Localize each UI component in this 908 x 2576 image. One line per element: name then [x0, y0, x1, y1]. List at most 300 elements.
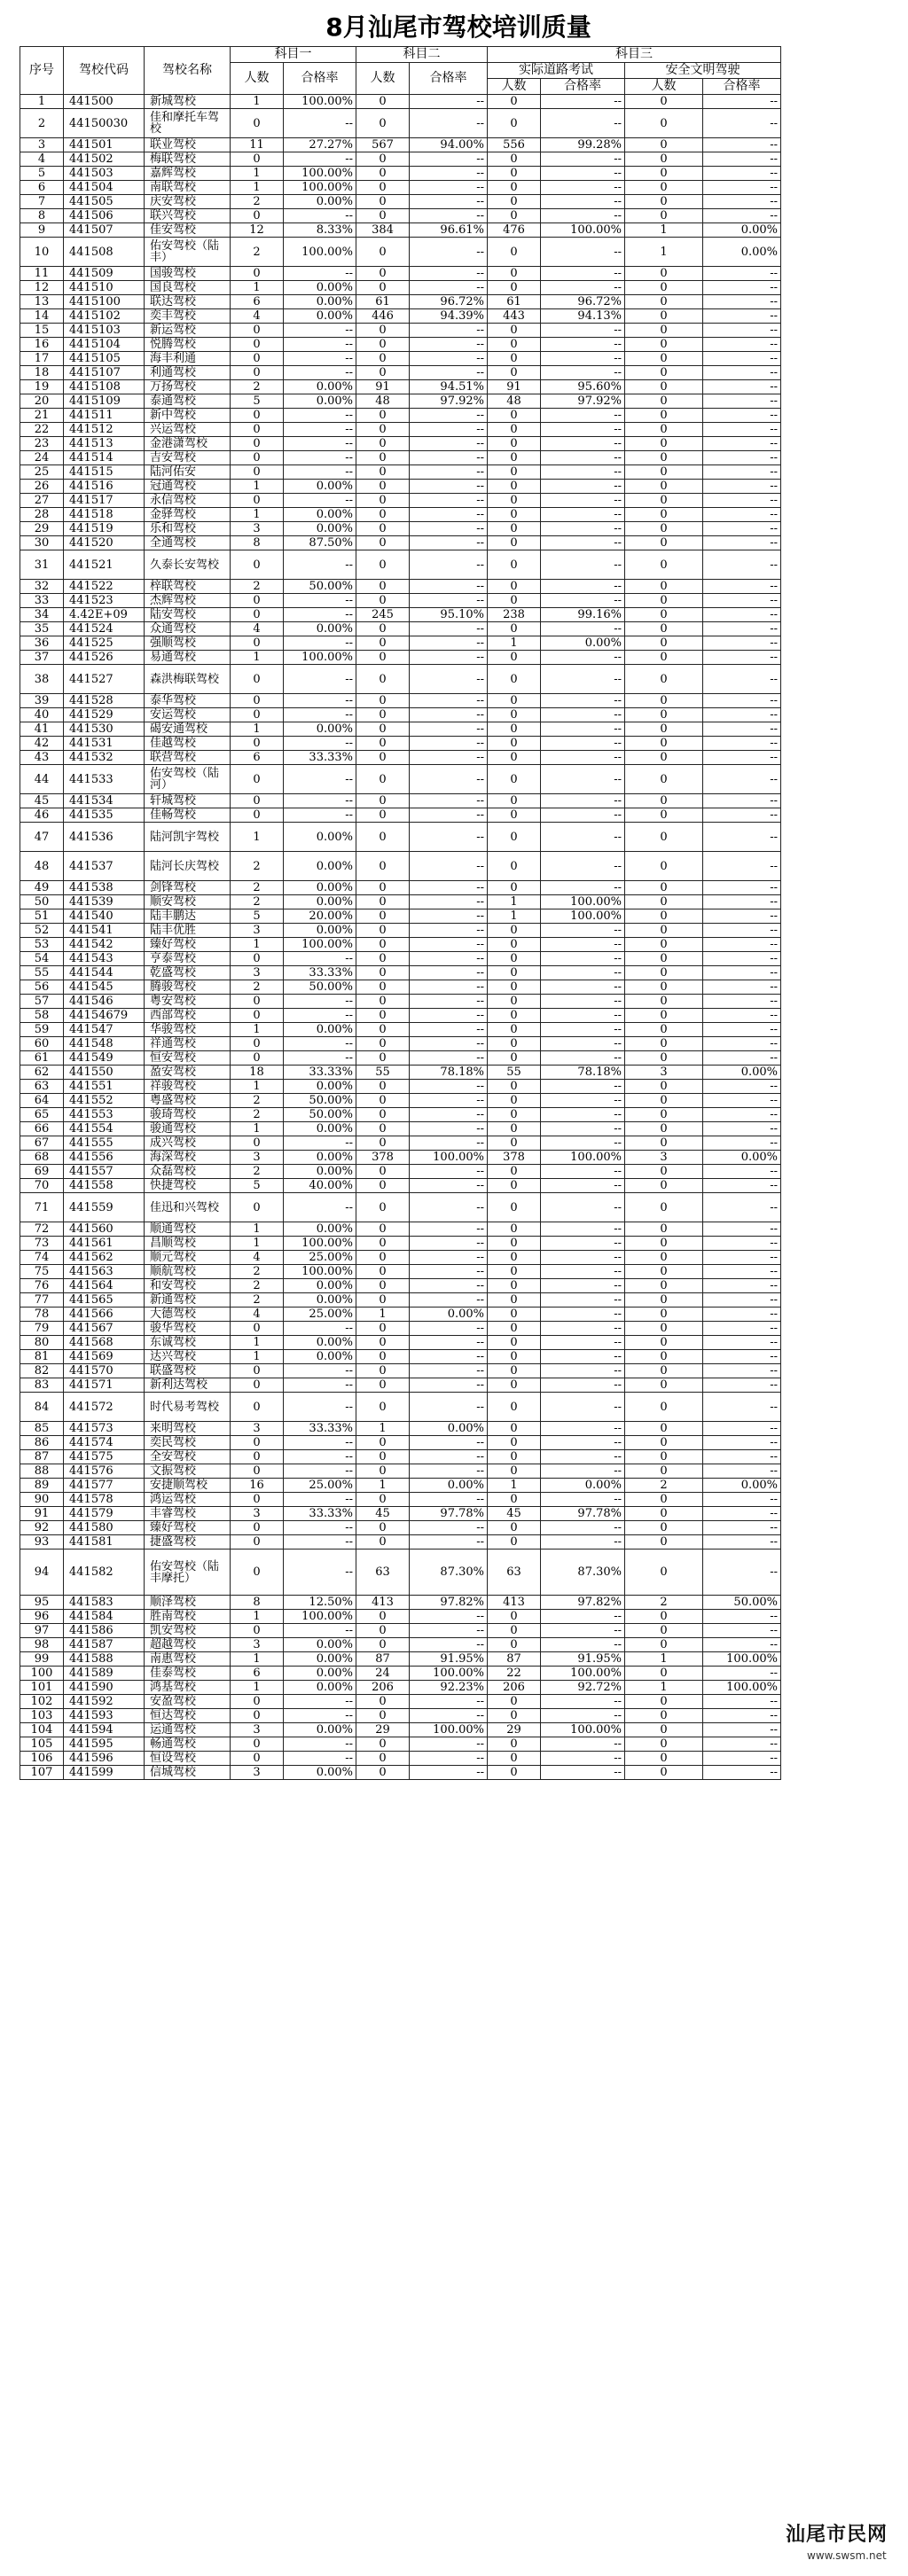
cell-road-rate: -- [541, 1136, 625, 1151]
cell-s1-count: 3 [231, 1766, 284, 1780]
cell-code: 441595 [64, 1737, 145, 1752]
cell-safe-rate: -- [703, 352, 781, 366]
cell-name: 联营驾校 [145, 751, 231, 765]
cell-s2-rate: -- [410, 109, 488, 138]
cell-code: 441503 [64, 167, 145, 181]
cell-seq: 97 [20, 1624, 64, 1638]
cell-s1-rate: -- [284, 1535, 356, 1550]
cell-road-count: 0 [488, 966, 541, 980]
cell-safe-count: 0 [625, 324, 703, 338]
cell-road-rate: 99.16% [541, 608, 625, 622]
cell-safe-rate: -- [703, 895, 781, 909]
cell-s1-rate: -- [284, 338, 356, 352]
row-spacer [781, 1293, 898, 1308]
cell-safe-rate: -- [703, 309, 781, 324]
cell-s1-rate: 0.00% [284, 508, 356, 522]
cell-s2-rate: -- [410, 1493, 488, 1507]
cell-seq: 55 [20, 966, 64, 980]
cell-safe-count: 0 [625, 1279, 703, 1293]
table-row [20, 1610, 898, 1624]
cell-road-rate: -- [541, 1364, 625, 1378]
cell-seq: 9 [20, 223, 64, 238]
cell-name: 捷盛驾校 [145, 1535, 231, 1550]
cell-seq: 82 [20, 1364, 64, 1378]
table-row [20, 1723, 898, 1737]
cell-code: 441531 [64, 737, 145, 751]
cell-s2-count: 0 [356, 508, 410, 522]
cell-s2-count: 0 [356, 1037, 410, 1051]
cell-s2-rate: 94.51% [410, 380, 488, 394]
row-spacer [781, 1237, 898, 1251]
cell-seq: 105 [20, 1737, 64, 1752]
table-row [20, 550, 898, 580]
cell-safe-count: 0 [625, 423, 703, 437]
cell-safe-rate: -- [703, 1493, 781, 1507]
cell-safe-rate: -- [703, 1450, 781, 1464]
row-spacer [781, 1322, 898, 1336]
row-spacer [781, 952, 898, 966]
cell-safe-rate: -- [703, 423, 781, 437]
table-row [20, 1136, 898, 1151]
table-row [20, 1464, 898, 1479]
cell-safe-rate: -- [703, 924, 781, 938]
cell-road-count: 0 [488, 1393, 541, 1422]
table-row [20, 1051, 898, 1066]
cell-road-count: 0 [488, 508, 541, 522]
cell-seq: 18 [20, 366, 64, 380]
cell-s2-count: 0 [356, 980, 410, 995]
row-spacer [781, 1023, 898, 1037]
cell-code: 44150030 [64, 109, 145, 138]
table-row [20, 394, 898, 409]
header-blank [781, 47, 898, 63]
cell-s1-rate: -- [284, 109, 356, 138]
cell-seq: 4 [20, 152, 64, 167]
cell-safe-count: 0 [625, 109, 703, 138]
cell-s1-rate: 12.50% [284, 1596, 356, 1610]
cell-s2-count: 0 [356, 708, 410, 722]
cell-name: 佳安驾校 [145, 223, 231, 238]
cell-road-rate: -- [541, 1521, 625, 1535]
cell-s1-count: 4 [231, 1251, 284, 1265]
cell-s1-count: 0 [231, 1393, 284, 1422]
cell-seq: 52 [20, 924, 64, 938]
header-seq: 序号 [20, 47, 64, 95]
row-spacer [781, 1422, 898, 1436]
cell-s2-count: 0 [356, 1122, 410, 1136]
cell-seq: 10 [20, 238, 64, 267]
cell-safe-count: 0 [625, 909, 703, 924]
cell-safe-rate: -- [703, 1293, 781, 1308]
cell-s2-rate: -- [410, 522, 488, 536]
cell-code: 441532 [64, 751, 145, 765]
cell-road-rate: -- [541, 1308, 625, 1322]
cell-road-rate: -- [541, 1336, 625, 1350]
cell-road-rate: -- [541, 1450, 625, 1464]
row-spacer [781, 1393, 898, 1422]
cell-code: 4.42E+09 [64, 608, 145, 622]
cell-safe-count: 0 [625, 924, 703, 938]
row-spacer [781, 1009, 898, 1023]
cell-s2-rate: -- [410, 1521, 488, 1535]
cell-road-rate: -- [541, 1080, 625, 1094]
cell-s1-count: 6 [231, 295, 284, 309]
table-row [20, 1422, 898, 1436]
training-quality-table [20, 46, 898, 1780]
cell-road-rate: 97.78% [541, 1507, 625, 1521]
cell-safe-count: 0 [625, 309, 703, 324]
row-spacer [781, 1037, 898, 1051]
cell-s2-count: 0 [356, 765, 410, 794]
cell-s1-rate: 87.50% [284, 536, 356, 550]
cell-name: 国良驾校 [145, 281, 231, 295]
cell-code: 441517 [64, 494, 145, 508]
table-row [20, 1638, 898, 1652]
table-row [20, 1681, 898, 1695]
cell-road-count: 0 [488, 1350, 541, 1364]
cell-s1-count: 0 [231, 1695, 284, 1709]
cell-s1-rate: -- [284, 1521, 356, 1535]
cell-s1-count: 0 [231, 708, 284, 722]
cell-s2-rate: -- [410, 1265, 488, 1279]
cell-safe-rate: -- [703, 1610, 781, 1624]
row-spacer [781, 1222, 898, 1237]
cell-s2-count: 446 [356, 309, 410, 324]
cell-name: 金港潇驾校 [145, 437, 231, 451]
cell-s2-count: 0 [356, 1279, 410, 1293]
cell-road-rate: -- [541, 494, 625, 508]
cell-s1-count: 1 [231, 823, 284, 852]
cell-road-count: 0 [488, 1624, 541, 1638]
cell-road-count: 48 [488, 394, 541, 409]
cell-road-rate: -- [541, 1009, 625, 1023]
cell-code: 441545 [64, 980, 145, 995]
watermark-text: 汕尾市民网 [786, 2523, 888, 2546]
cell-s1-rate: 100.00% [284, 238, 356, 267]
row-spacer [781, 651, 898, 665]
cell-seq: 26 [20, 480, 64, 494]
cell-s1-count: 0 [231, 1009, 284, 1023]
cell-s2-count: 0 [356, 1436, 410, 1450]
row-spacer [781, 1136, 898, 1151]
cell-s1-rate: 0.00% [284, 622, 356, 636]
cell-s2-count: 0 [356, 437, 410, 451]
cell-name: 悦腾驾校 [145, 338, 231, 352]
cell-safe-rate: -- [703, 594, 781, 608]
cell-s2-count: 1 [356, 1308, 410, 1322]
cell-s2-rate: -- [410, 1094, 488, 1108]
cell-safe-rate: -- [703, 608, 781, 622]
cell-s2-rate: -- [410, 209, 488, 223]
cell-s1-count: 0 [231, 952, 284, 966]
table-body [20, 95, 898, 1780]
row-spacer [781, 423, 898, 437]
cell-s1-count: 0 [231, 109, 284, 138]
cell-s2-rate: -- [410, 895, 488, 909]
cell-s1-rate: 25.00% [284, 1479, 356, 1493]
cell-safe-count: 0 [625, 1265, 703, 1279]
table-row [20, 1507, 898, 1521]
cell-s2-rate: -- [410, 1023, 488, 1037]
cell-s2-count: 0 [356, 109, 410, 138]
cell-code: 441500 [64, 95, 145, 109]
cell-road-rate: -- [541, 751, 625, 765]
cell-s1-rate: 100.00% [284, 95, 356, 109]
cell-s1-rate: -- [284, 1037, 356, 1051]
cell-name: 嘉辉驾校 [145, 167, 231, 181]
cell-name: 安盈驾校 [145, 1695, 231, 1709]
cell-s1-count: 1 [231, 1610, 284, 1624]
row-spacer [781, 594, 898, 608]
cell-name: 运通驾校 [145, 1723, 231, 1737]
table-row [20, 95, 898, 109]
cell-s2-count: 0 [356, 1051, 410, 1066]
cell-safe-count: 1 [625, 238, 703, 267]
cell-road-count: 0 [488, 1293, 541, 1308]
cell-code: 441579 [64, 1507, 145, 1521]
cell-s1-rate: 33.33% [284, 1507, 356, 1521]
table-row [20, 1695, 898, 1709]
cell-code: 441580 [64, 1521, 145, 1535]
cell-code: 441557 [64, 1165, 145, 1179]
cell-s2-count: 384 [356, 223, 410, 238]
cell-name: 梅联驾校 [145, 152, 231, 167]
table-row [20, 1336, 898, 1350]
cell-s2-count: 0 [356, 366, 410, 380]
table-row [20, 1766, 898, 1780]
cell-road-count: 0 [488, 95, 541, 109]
cell-s2-count: 0 [356, 494, 410, 508]
cell-s1-rate: -- [284, 423, 356, 437]
row-spacer [781, 309, 898, 324]
cell-code: 441569 [64, 1350, 145, 1364]
cell-seq: 64 [20, 1094, 64, 1108]
cell-safe-count: 2 [625, 1479, 703, 1493]
header-subject3: 科目三 [488, 47, 781, 63]
cell-seq: 101 [20, 1681, 64, 1695]
cell-safe-rate: -- [703, 708, 781, 722]
cell-road-count: 1 [488, 636, 541, 651]
table-row [20, 938, 898, 952]
cell-s2-count: 0 [356, 852, 410, 881]
cell-s2-rate: -- [410, 1222, 488, 1237]
cell-road-count: 0 [488, 1436, 541, 1450]
table-row [20, 1596, 898, 1610]
cell-s1-count: 3 [231, 1638, 284, 1652]
table-row [20, 1293, 898, 1308]
cell-safe-count: 0 [625, 823, 703, 852]
cell-seq: 3 [20, 138, 64, 152]
cell-road-count: 0 [488, 522, 541, 536]
cell-road-count: 0 [488, 536, 541, 550]
table-row [20, 1624, 898, 1638]
cell-road-rate: -- [541, 1393, 625, 1422]
cell-code: 441523 [64, 594, 145, 608]
row-spacer [781, 966, 898, 980]
cell-s1-count: 5 [231, 394, 284, 409]
cell-s1-count: 4 [231, 622, 284, 636]
cell-code: 441583 [64, 1596, 145, 1610]
cell-code: 4415104 [64, 338, 145, 352]
cell-s2-rate: -- [410, 1393, 488, 1422]
cell-road-count: 0 [488, 1464, 541, 1479]
table-row [20, 138, 898, 152]
cell-code: 441509 [64, 267, 145, 281]
cell-name: 顺航驾校 [145, 1265, 231, 1279]
cell-s1-count: 2 [231, 580, 284, 594]
cell-code: 441576 [64, 1464, 145, 1479]
cell-safe-count: 0 [625, 1624, 703, 1638]
cell-s1-count: 0 [231, 465, 284, 480]
cell-seq: 56 [20, 980, 64, 995]
cell-name: 剑锋驾校 [145, 881, 231, 895]
cell-road-rate: 94.13% [541, 309, 625, 324]
cell-safe-rate: 50.00% [703, 1596, 781, 1610]
cell-code: 441507 [64, 223, 145, 238]
cell-s2-rate: -- [410, 494, 488, 508]
cell-name: 安运驾校 [145, 708, 231, 722]
row-spacer [781, 665, 898, 694]
cell-road-count: 0 [488, 881, 541, 895]
cell-s1-count: 3 [231, 1507, 284, 1521]
cell-road-count: 556 [488, 138, 541, 152]
cell-s2-count: 0 [356, 808, 410, 823]
cell-code: 441544 [64, 966, 145, 980]
cell-road-rate: -- [541, 722, 625, 737]
cell-safe-count: 0 [625, 1752, 703, 1766]
cell-s2-rate: -- [410, 636, 488, 651]
cell-code: 441541 [64, 924, 145, 938]
cell-road-count: 0 [488, 209, 541, 223]
cell-name: 利通驾校 [145, 366, 231, 380]
cell-s2-count: 0 [356, 881, 410, 895]
cell-road-count: 0 [488, 1766, 541, 1780]
table-row [20, 309, 898, 324]
cell-s1-rate: -- [284, 1136, 356, 1151]
cell-s1-count: 1 [231, 167, 284, 181]
cell-seq: 83 [20, 1378, 64, 1393]
cell-name: 泰通驾校 [145, 394, 231, 409]
cell-seq: 35 [20, 622, 64, 636]
cell-safe-rate: -- [703, 152, 781, 167]
cell-code: 441501 [64, 138, 145, 152]
cell-road-rate: -- [541, 480, 625, 494]
cell-s1-rate: 0.00% [284, 1279, 356, 1293]
cell-name: 佳泰驾校 [145, 1667, 231, 1681]
cell-safe-rate: 100.00% [703, 1681, 781, 1695]
cell-code: 441527 [64, 665, 145, 694]
cell-s1-count: 2 [231, 1279, 284, 1293]
cell-name: 新利达驾校 [145, 1378, 231, 1393]
cell-road-count: 0 [488, 722, 541, 737]
cell-road-count: 0 [488, 1165, 541, 1179]
cell-safe-rate: -- [703, 1023, 781, 1037]
cell-safe-count: 0 [625, 881, 703, 895]
cell-name: 久泰长安驾校 [145, 550, 231, 580]
cell-s1-count: 0 [231, 1550, 284, 1596]
cell-road-count: 0 [488, 109, 541, 138]
cell-code: 441552 [64, 1094, 145, 1108]
cell-safe-count: 0 [625, 1037, 703, 1051]
cell-s1-rate: -- [284, 465, 356, 480]
cell-safe-rate: -- [703, 1051, 781, 1066]
row-spacer [781, 167, 898, 181]
cell-safe-count: 0 [625, 1393, 703, 1422]
cell-s1-count: 1 [231, 1122, 284, 1136]
row-spacer [781, 1624, 898, 1638]
cell-name: 佳畅驾校 [145, 808, 231, 823]
cell-seq: 66 [20, 1122, 64, 1136]
cell-s2-rate: -- [410, 1535, 488, 1550]
cell-code: 441584 [64, 1610, 145, 1624]
table-row [20, 1151, 898, 1165]
cell-s2-count: 567 [356, 138, 410, 152]
cell-safe-count: 1 [625, 1681, 703, 1695]
cell-s2-count: 0 [356, 622, 410, 636]
row-spacer [781, 95, 898, 109]
cell-road-rate: -- [541, 536, 625, 550]
table-row [20, 1251, 898, 1265]
cell-s2-count: 0 [356, 794, 410, 808]
cell-s1-count: 1 [231, 181, 284, 195]
cell-s1-rate: -- [284, 1550, 356, 1596]
cell-safe-rate: -- [703, 952, 781, 966]
row-spacer [781, 1151, 898, 1165]
cell-safe-count: 0 [625, 952, 703, 966]
cell-seq: 81 [20, 1350, 64, 1364]
table-row [20, 881, 898, 895]
cell-s2-count: 0 [356, 1610, 410, 1624]
cell-s1-count: 4 [231, 1308, 284, 1322]
cell-s1-rate: -- [284, 995, 356, 1009]
cell-s1-count: 0 [231, 267, 284, 281]
cell-name: 东诚驾校 [145, 1336, 231, 1350]
cell-name: 联业驾校 [145, 138, 231, 152]
cell-road-rate: -- [541, 167, 625, 181]
cell-safe-count: 0 [625, 1709, 703, 1723]
table-row [20, 966, 898, 980]
cell-s1-rate: 0.00% [284, 1652, 356, 1667]
cell-seq: 100 [20, 1667, 64, 1681]
cell-s1-rate: 0.00% [284, 1023, 356, 1037]
cell-name: 顺元驾校 [145, 1251, 231, 1265]
cell-s1-rate: -- [284, 1378, 356, 1393]
table-row [20, 924, 898, 938]
cell-safe-rate: 0.00% [703, 238, 781, 267]
table-row [20, 1193, 898, 1222]
cell-name: 奕民驾校 [145, 1436, 231, 1450]
cell-road-count: 0 [488, 1638, 541, 1652]
cell-seq: 1 [20, 95, 64, 109]
cell-name: 新通驾校 [145, 1293, 231, 1308]
cell-road-count: 0 [488, 751, 541, 765]
cell-road-rate: -- [541, 1766, 625, 1780]
cell-name: 南联驾校 [145, 181, 231, 195]
cell-seq: 43 [20, 751, 64, 765]
cell-code: 441561 [64, 1237, 145, 1251]
table-row [20, 1436, 898, 1450]
cell-s1-rate: 0.00% [284, 1667, 356, 1681]
cell-road-rate: -- [541, 522, 625, 536]
cell-s1-rate: 50.00% [284, 1094, 356, 1108]
row-spacer [781, 1766, 898, 1780]
cell-safe-rate: -- [703, 651, 781, 665]
cell-s1-rate: 33.33% [284, 1066, 356, 1080]
table-row [20, 765, 898, 794]
header-name: 驾校名称 [145, 47, 231, 95]
cell-s2-count: 87 [356, 1652, 410, 1667]
cell-road-count: 0 [488, 665, 541, 694]
